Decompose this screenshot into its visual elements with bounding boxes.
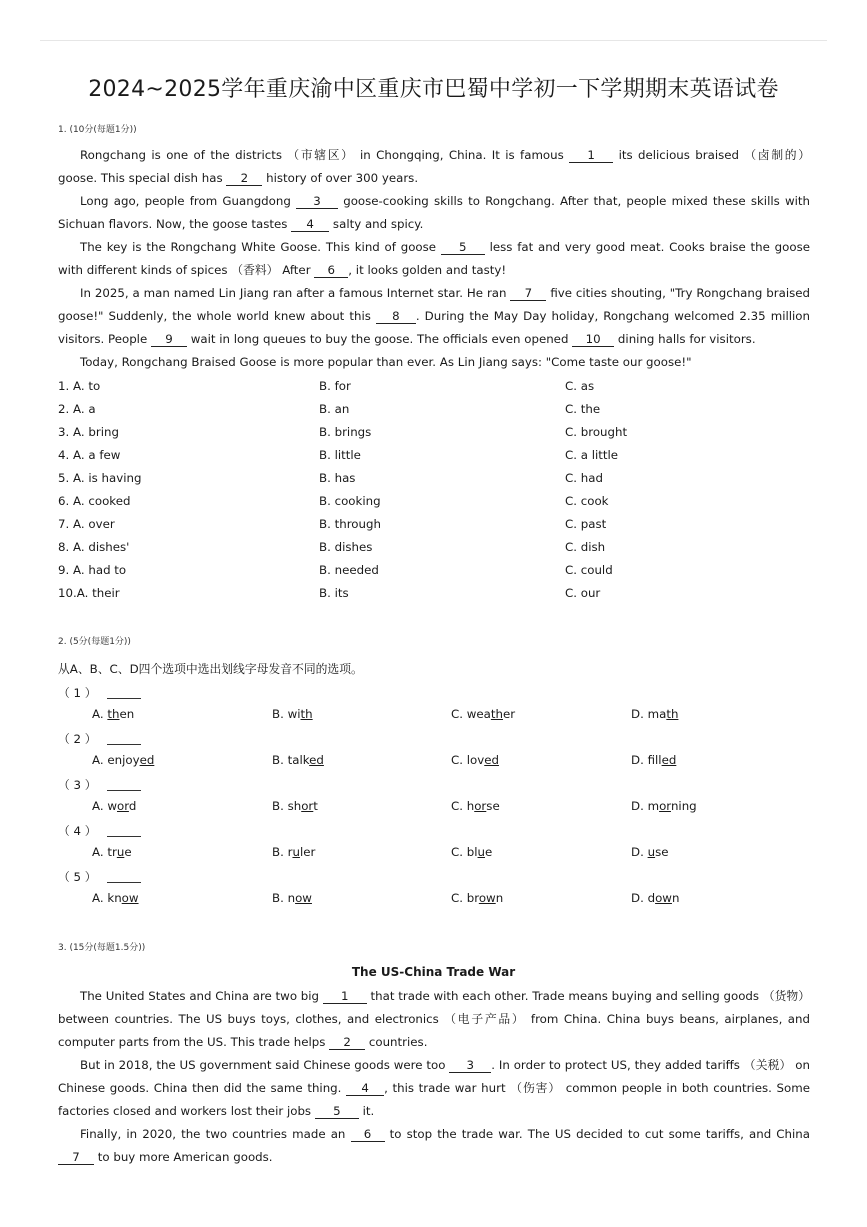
answer-blank[interactable] bbox=[107, 780, 141, 791]
q2-item-number: （ 3 ） bbox=[58, 776, 141, 793]
q1-option-4-c[interactable]: C. a little bbox=[565, 448, 619, 462]
answer-blank[interactable] bbox=[107, 688, 141, 699]
underlined-letters: or bbox=[301, 799, 314, 813]
q2-option-1-a[interactable]: A. then bbox=[92, 707, 135, 721]
answer-blank[interactable] bbox=[107, 734, 141, 745]
q1-option-row bbox=[58, 444, 818, 467]
q1-option-10-b[interactable]: B. its bbox=[319, 586, 349, 600]
q1-option-5-a[interactable]: 5. A. is having bbox=[58, 471, 142, 485]
underlined-letters: u bbox=[292, 845, 300, 859]
underlined-letters: th bbox=[490, 707, 503, 721]
q1-option-row bbox=[58, 467, 818, 490]
q3-paragraph: The United States and China are two big 1 that trade with each other. Trade means buying and selling goods （货物） between countries. The US buys toys, clothes, and electronics （电子产品） from China. China buys beans, airplanes, and computer parts from the US. This trade helps 2 countries. bbox=[58, 989, 811, 1049]
q1-blank-6[interactable]: 6 bbox=[314, 263, 348, 278]
q1-paragraph: In 2025, a man named Lin Jiang ran after a famous Internet star. He ran 7 five cities shouting, "Try Rongchang braised goose!" Suddenly, the whole world knew about this 8 . During the May Day holiday, Rongchang welcomed 2.35 million visitors. People 9 wait in long queues to buy the goose. The officials even opened 10 dining halls for visitors. bbox=[58, 286, 811, 346]
underlined-letters: u bbox=[116, 845, 125, 859]
q1-option-5-b[interactable]: B. has bbox=[319, 471, 356, 485]
q2-option-3-b[interactable]: B. short bbox=[272, 799, 318, 813]
q1-paragraph: The key is the Rongchang White Goose. This kind of goose 5 less fat and very good meat. Cooks braise the goose with different kinds of spices （香料） After 6 , it looks golden and tasty! bbox=[58, 240, 811, 277]
underlined-letters: or bbox=[474, 799, 487, 813]
q1-blank-3[interactable]: 3 bbox=[296, 194, 338, 209]
q1-option-7-b[interactable]: B. through bbox=[319, 517, 381, 531]
q1-option-6-c[interactable]: C. cook bbox=[565, 494, 609, 508]
q1-blank-8[interactable]: 8 bbox=[376, 309, 416, 324]
q1-blank-4[interactable]: 4 bbox=[291, 217, 329, 232]
q3-paragraph: Finally, in 2020, the two countries made an 6 to stop the trade war. The US decided to cut some tariffs, and China 7 to buy more American goods. bbox=[58, 1123, 810, 1169]
q1-option-row bbox=[58, 490, 818, 513]
q1-blank-2[interactable]: 2 bbox=[226, 171, 262, 186]
q2-option-3-d[interactable]: D. morning bbox=[631, 799, 697, 813]
q2-item-number: （ 1 ） bbox=[58, 684, 141, 701]
q3-header: 3. (15分(每题1.5分)) bbox=[58, 943, 146, 953]
q1-option-3-c[interactable]: C. brought bbox=[565, 425, 628, 439]
answer-blank[interactable] bbox=[107, 826, 141, 837]
underlined-letters: ow bbox=[295, 891, 312, 905]
q2-option-5-a[interactable]: A. know bbox=[92, 891, 139, 905]
q2-option-1-d[interactable]: D. math bbox=[631, 707, 679, 721]
q1-option-9-b[interactable]: B. needed bbox=[319, 563, 379, 577]
q2-item-number: （ 2 ） bbox=[58, 730, 141, 747]
q1-option-9-a[interactable]: 9. A. had to bbox=[58, 563, 127, 577]
q1-paragraph: Long ago, people from Guangdong 3 goose-cooking skills to Rongchang. After that, people mixed these skills with Sichuan flavors. Now, the goose tastes 4 salty and spicy. bbox=[58, 194, 810, 231]
underlined-letters: or bbox=[117, 799, 129, 813]
q1-blank-10[interactable]: 10 bbox=[572, 332, 614, 347]
underlined-letters: th bbox=[666, 707, 679, 721]
q1-option-4-a[interactable]: 4. A. a few bbox=[58, 448, 121, 462]
underlined-letters: ow bbox=[478, 891, 496, 905]
underlined-letters: th bbox=[300, 707, 313, 721]
q1-option-row bbox=[58, 536, 818, 559]
q2-item-number: （ 5 ） bbox=[58, 868, 141, 885]
answer-blank[interactable] bbox=[107, 872, 141, 883]
q1-option-10-a[interactable]: 10.A. their bbox=[58, 586, 120, 600]
q2-option-5-c[interactable]: C. brown bbox=[451, 891, 504, 905]
q1-option-row bbox=[58, 375, 818, 398]
q2-option-2-d[interactable]: D. filled bbox=[631, 753, 677, 767]
underlined-letters: ed bbox=[484, 753, 499, 767]
q1-option-6-a[interactable]: 6. A. cooked bbox=[58, 494, 131, 508]
q2-option-4-b[interactable]: B. ruler bbox=[272, 845, 316, 859]
q2-option-4-a[interactable]: A. true bbox=[92, 845, 132, 859]
q2-option-row bbox=[92, 753, 812, 773]
q1-option-4-b[interactable]: B. little bbox=[319, 448, 361, 462]
q1-option-10-c[interactable]: C. our bbox=[565, 586, 601, 600]
q1-option-3-a[interactable]: 3. A. bring bbox=[58, 425, 119, 439]
q3-blank-1[interactable]: 1 bbox=[323, 989, 367, 1004]
underlined-letters: ed bbox=[661, 753, 677, 767]
q1-passage bbox=[58, 144, 810, 374]
q3-paragraph: But in 2018, the US government said Chinese goods were too 3 . In order to protect US, they added tariffs （关税） on Chinese goods. China then did the same thing. 4 , this trade war hurt （伤害） common people in both countries. Some factories closed and workers lost their jobs 5 it. bbox=[58, 1058, 810, 1118]
underlined-letters: ow bbox=[121, 891, 139, 905]
top-divider bbox=[40, 40, 827, 41]
q1-option-1-b[interactable]: B. for bbox=[319, 379, 351, 393]
q1-option-8-c[interactable]: C. dish bbox=[565, 540, 606, 554]
q3-blank-5[interactable]: 5 bbox=[315, 1104, 359, 1119]
q3-blank-6[interactable]: 6 bbox=[351, 1127, 385, 1142]
q2-instruction: 从A、B、C、D四个选项中选出划线字母发音不同的选项。 bbox=[58, 662, 363, 676]
underlined-letters: ed bbox=[309, 753, 324, 767]
q2-item-number: （ 4 ） bbox=[58, 822, 141, 839]
underlined-letters: th bbox=[107, 707, 120, 721]
q1-paragraph: Rongchang is one of the districts （市辖区） in Chongqing, China. It is famous 1 its delicious braised （卤制的） goose. This special dish has 2 history of over 300 years. bbox=[58, 148, 810, 185]
q1-option-7-c[interactable]: C. past bbox=[565, 517, 607, 531]
q1-option-8-b[interactable]: B. dishes bbox=[319, 540, 373, 554]
q1-option-6-b[interactable]: B. cooking bbox=[319, 494, 381, 508]
underlined-letters: u bbox=[477, 845, 485, 859]
q2-option-4-c[interactable]: C. blue bbox=[451, 845, 493, 859]
q2-option-3-c[interactable]: C. horse bbox=[451, 799, 500, 813]
q1-option-1-a[interactable]: 1. A. to bbox=[58, 379, 101, 393]
underlined-letters: or bbox=[659, 799, 671, 813]
q1-blank-5[interactable]: 5 bbox=[441, 240, 485, 255]
underlined-letters: ow bbox=[655, 891, 672, 905]
q1-blank-1[interactable]: 1 bbox=[569, 148, 613, 163]
q1-option-row bbox=[58, 398, 818, 421]
q1-header: 1. (10分(每题1分)) bbox=[58, 125, 137, 135]
q1-option-2-b[interactable]: B. an bbox=[319, 402, 350, 416]
q2-option-1-b[interactable]: B. with bbox=[272, 707, 313, 721]
q2-option-row bbox=[92, 845, 812, 865]
q1-option-row bbox=[58, 582, 818, 605]
q1-option-2-c[interactable]: C. the bbox=[565, 402, 601, 416]
q2-option-row bbox=[92, 891, 812, 911]
q1-option-1-c[interactable]: C. as bbox=[565, 379, 595, 393]
q3-blank-2[interactable]: 2 bbox=[329, 1035, 365, 1050]
q2-option-2-a[interactable]: A. enjoyed bbox=[92, 753, 155, 767]
q2-option-4-d[interactable]: D. use bbox=[631, 845, 669, 859]
q1-blank-9[interactable]: 9 bbox=[151, 332, 187, 347]
q2-option-2-b[interactable]: B. talked bbox=[272, 753, 324, 767]
q1-option-row bbox=[58, 421, 818, 444]
passage-title: The US-China Trade War bbox=[351, 965, 516, 979]
q1-option-9-c[interactable]: C. could bbox=[565, 563, 613, 577]
q1-blank-7[interactable]: 7 bbox=[510, 286, 546, 301]
underlined-letters: ed bbox=[139, 753, 155, 767]
q1-option-3-b[interactable]: B. brings bbox=[319, 425, 372, 439]
q2-option-5-d[interactable]: D. down bbox=[631, 891, 680, 905]
q2-option-2-c[interactable]: C. loved bbox=[451, 753, 499, 767]
q2-option-3-a[interactable]: A. word bbox=[92, 799, 137, 813]
q1-option-row bbox=[58, 559, 818, 582]
q2-option-row bbox=[92, 707, 812, 727]
page-title: 2024~2025学年重庆渝中区重庆市巴蜀中学初一下学期期末英语试卷 bbox=[88, 77, 779, 102]
q2-option-row bbox=[92, 799, 812, 819]
q1-option-row bbox=[58, 513, 818, 536]
q1-option-8-a[interactable]: 8. A. dishes' bbox=[58, 540, 130, 554]
q3-passage bbox=[58, 985, 810, 1169]
q1-option-2-a[interactable]: 2. A. a bbox=[58, 402, 96, 416]
underlined-letters: u bbox=[647, 845, 656, 859]
q3-blank-7[interactable]: 7 bbox=[58, 1150, 94, 1165]
q2-header: 2. (5分(每题1分)) bbox=[58, 637, 131, 647]
q3-blank-3[interactable]: 3 bbox=[449, 1058, 491, 1073]
q1-paragraph: Today, Rongchang Braised Goose is more popular than ever. As Lin Jiang says: "Come taste our goose!" bbox=[80, 355, 692, 369]
q2-option-5-b[interactable]: B. now bbox=[272, 891, 312, 905]
q1-option-5-c[interactable]: C. had bbox=[565, 471, 603, 485]
q2-option-1-c[interactable]: C. weather bbox=[451, 707, 516, 721]
q1-option-7-a[interactable]: 7. A. over bbox=[58, 517, 115, 531]
q3-blank-4[interactable]: 4 bbox=[346, 1081, 384, 1096]
